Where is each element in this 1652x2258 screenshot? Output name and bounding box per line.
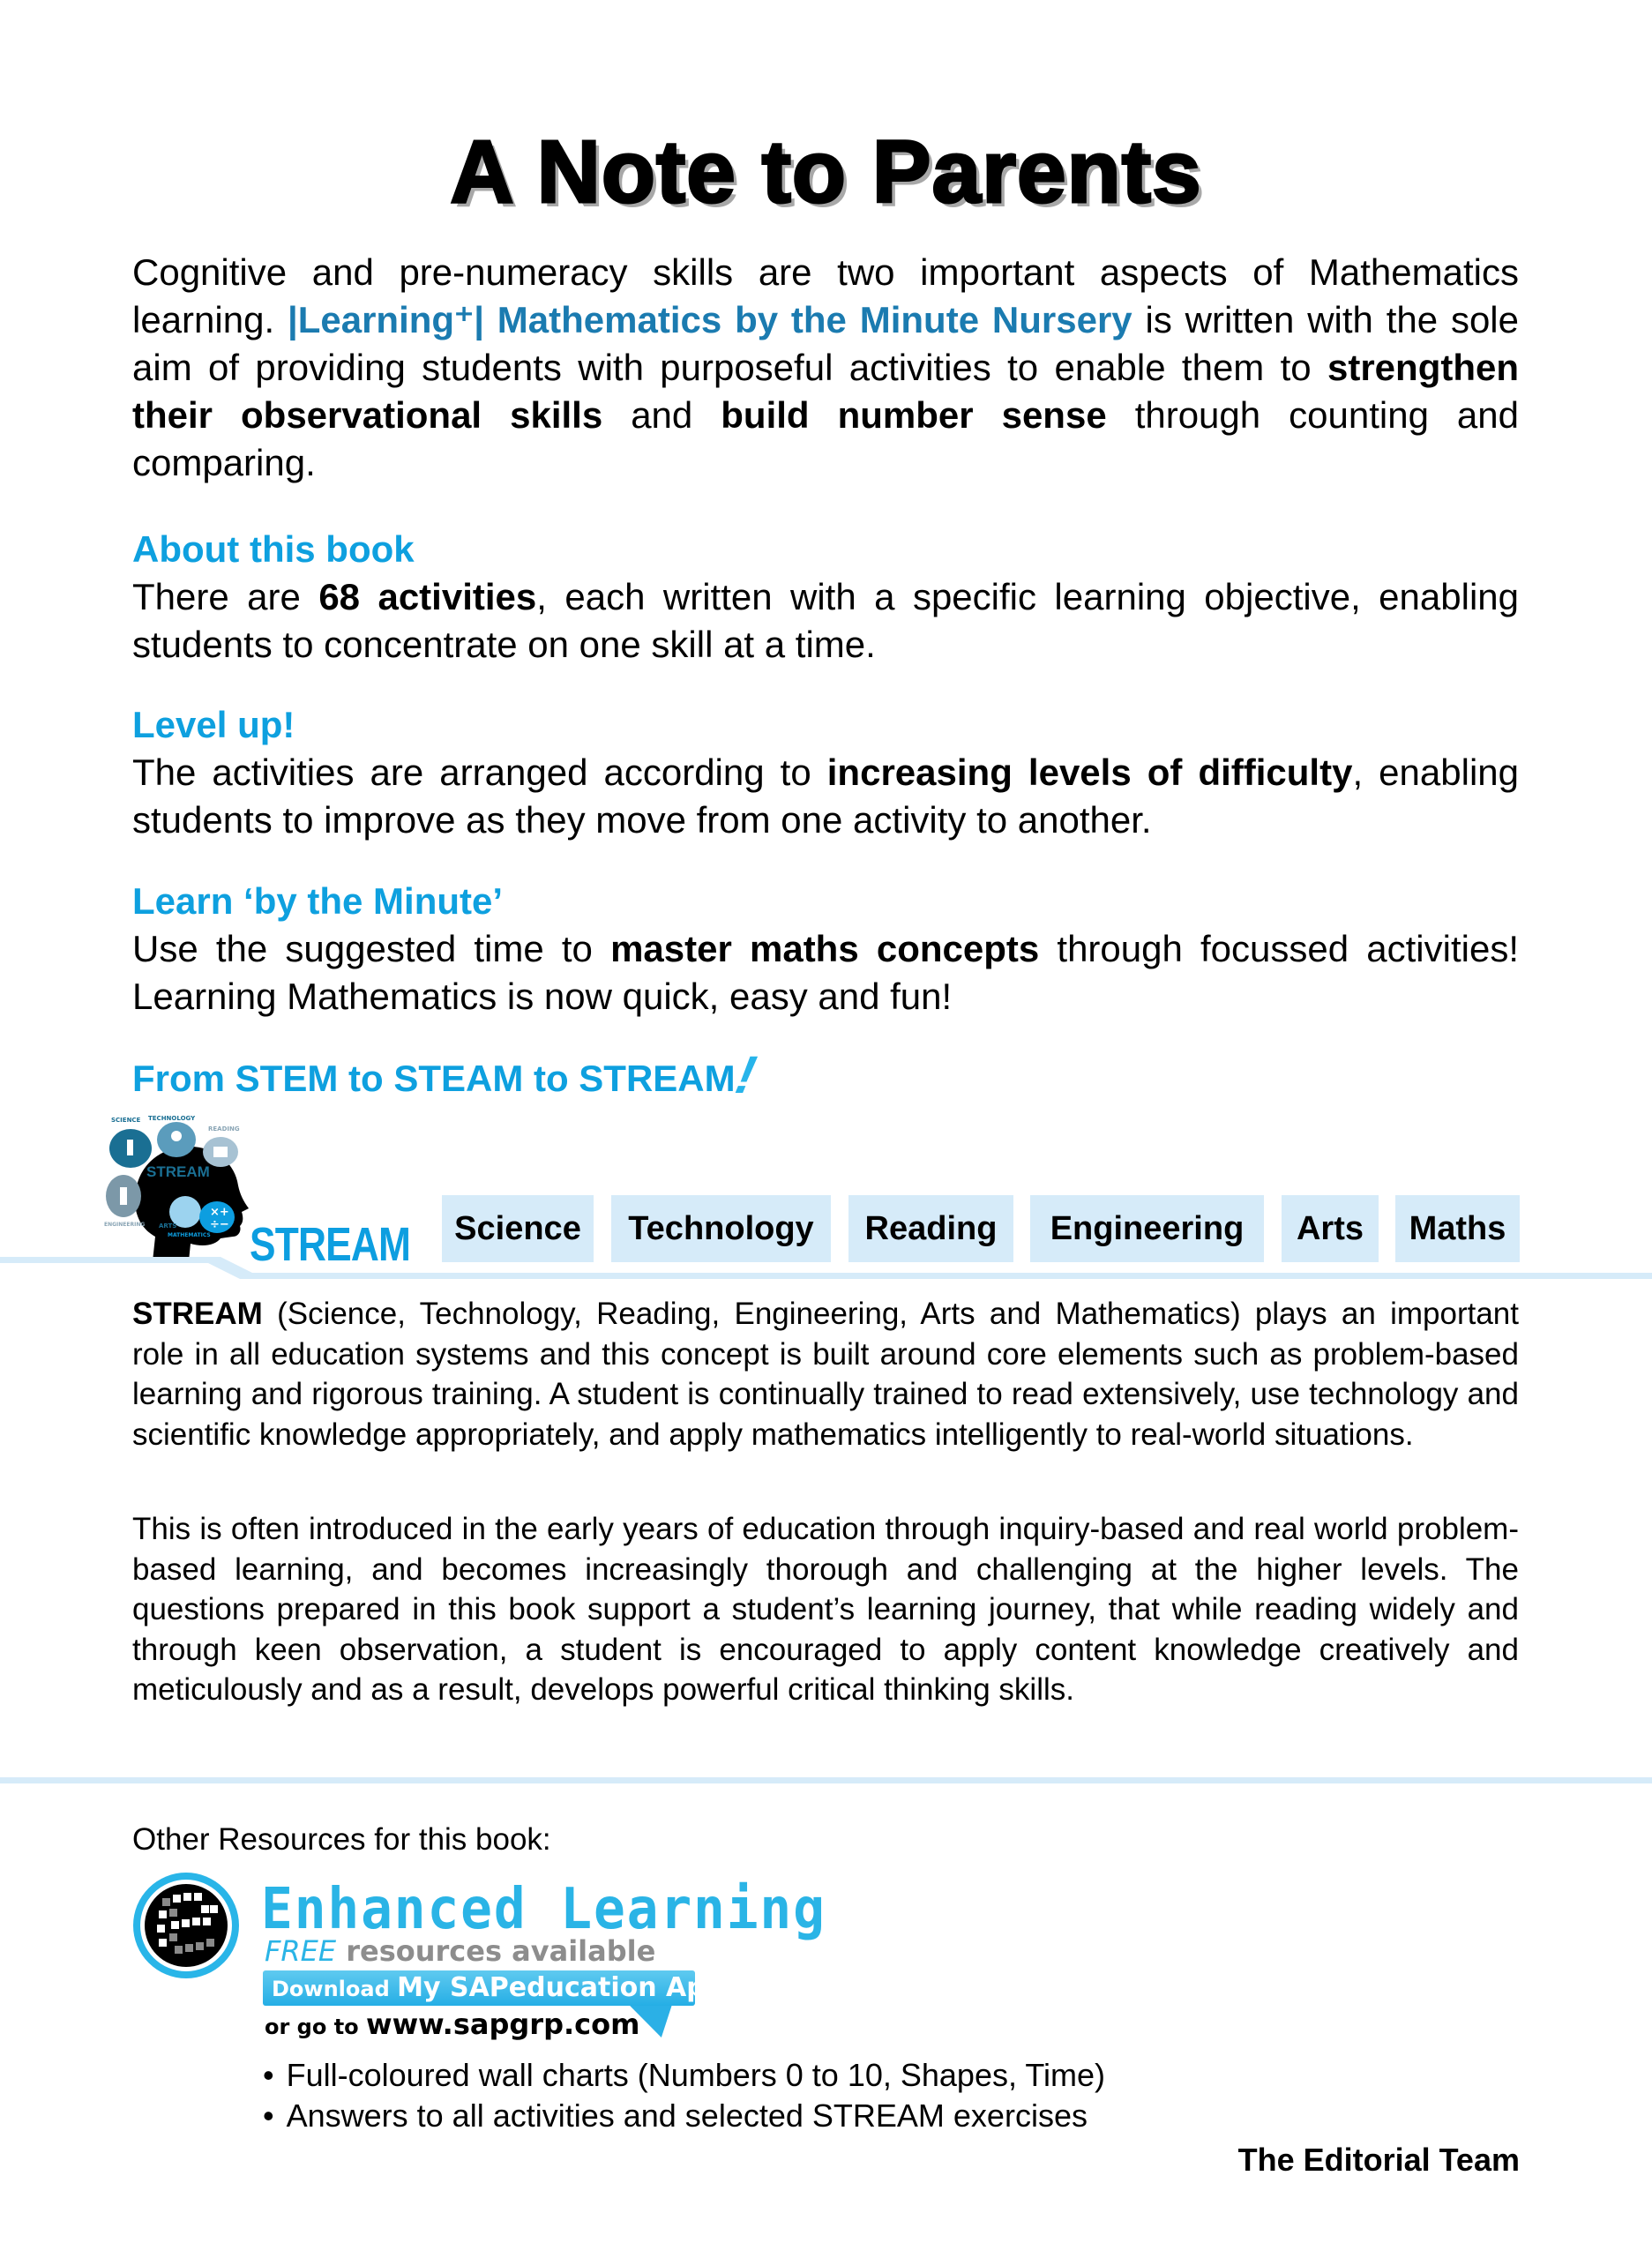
svg-text:READING: READING: [208, 1125, 240, 1133]
section-bold: master maths concepts: [610, 928, 1040, 969]
svg-text:MATHEMATICS: MATHEMATICS: [168, 1232, 211, 1238]
page-title: A Note to Parents: [450, 123, 1202, 221]
book-title: |Learning⁺| Mathematics by the Minute Nursery: [287, 299, 1132, 340]
svg-text:×+: ×+: [210, 1206, 229, 1219]
stream-paragraph-1: [132, 1294, 1519, 1454]
svg-text:ENGINEERING: ENGINEERING: [104, 1222, 146, 1228]
stem-to-stream-heading: [132, 1045, 761, 1104]
section-body-level-up: [132, 749, 1519, 844]
section-text: through focussed activities! Learning Mathematics is now quick, easy and fun!: [132, 928, 1519, 1017]
section-heading-level-up: Level up!: [132, 704, 295, 745]
stream-tab-maths: Maths: [1395, 1195, 1520, 1262]
band-step: [208, 1256, 252, 1281]
website-link[interactable]: www.sapgrp.com: [366, 2008, 640, 2041]
download-app-banner[interactable]: [263, 1970, 794, 2006]
intro-text: Cognitive and pre-numeracy skills are two important aspects of Mathematics learning.: [132, 251, 1519, 340]
stream-text: (Science, Technology, Reading, Engineering, Arts and Mathematics) plays an important role in all education systems and this concept is built around core elements such as problem-based learning and rigorous training. A student is continually trained to read extensively, use technology and scientific knowledge appropriately, and apply mathematics intelligently to real-world situations.: [132, 1297, 1519, 1452]
section-bold: 68 activities: [318, 576, 537, 617]
resources-list: [263, 2055, 1105, 2136]
stream-tab-technology: Technology: [611, 1195, 831, 1262]
svg-text:÷−: ÷−: [210, 1218, 229, 1231]
stream-tab-engineering: Engineering: [1030, 1195, 1264, 1262]
url-pre: or go to: [265, 2015, 367, 2039]
stream-bold: STREAM: [132, 1297, 263, 1331]
intro-text: through counting and comparing.: [132, 394, 1520, 483]
stream-tab-arts: Arts: [1282, 1195, 1379, 1262]
section-body-about: [132, 573, 1519, 669]
section-text: There are: [132, 576, 319, 617]
section-heading-by-the-minute: Learn ‘by the Minute’: [132, 880, 504, 922]
stream-head-logo-icon: [104, 1113, 263, 1263]
exclamation-icon: !: [730, 1045, 761, 1104]
section-body-by-the-minute: [132, 925, 1519, 1021]
svg-text:SCIENCE: SCIENCE: [111, 1117, 141, 1124]
svg-text:ARTS: ARTS: [159, 1222, 177, 1230]
free-label: FREE: [265, 1934, 337, 1968]
band-right: [250, 1273, 1652, 1279]
banner-post: Now!: [724, 1977, 794, 2001]
section-text: The activities are arranged according to: [132, 751, 827, 793]
section-text: , each written with a specific learning objective, enabling students to concentrate on one skill at a time.: [132, 576, 1519, 665]
section-text: Use the suggested time to: [132, 928, 611, 969]
stream-tab-reading: Reading: [848, 1195, 1013, 1262]
enhanced-learning-logo-icon: [131, 1870, 242, 1981]
stem-heading-text: From STEM to STEAM to STREAM: [132, 1058, 736, 1099]
banner-pre: Download: [272, 1977, 398, 2001]
signoff: The Editorial Team: [1237, 2142, 1520, 2178]
intro-bold: build number sense: [721, 394, 1107, 436]
band-left: [0, 1257, 221, 1263]
banner-main: My SAPeducation App: [397, 1972, 725, 2003]
intro-text: and: [602, 394, 721, 436]
section-divider: [0, 1777, 1652, 1783]
resources-label: Other Resources for this book:: [132, 1822, 551, 1857]
svg-text:STREAM: STREAM: [146, 1163, 210, 1180]
intro-bold: strengthen their observational skills: [132, 347, 1519, 436]
enhanced-learning-title: Enhanced Learning: [261, 1877, 826, 1942]
free-resources-text: [265, 1934, 655, 1968]
stream-paragraph-2: This is often introduced in the early years of education through inquiry-based and real world problem-based learning, and becomes increasingly thorough and challenging at the higher levels. The questions prepared in this book support a student’s learning journey, that while reading widely and through keen observation, a student is encouraged to apply content knowledge creatively and meticulously and as a result, develops powerful critical thinking skills.: [132, 1512, 1519, 1707]
free-rest: resources available: [336, 1934, 656, 1968]
stream-tab-science: Science: [442, 1195, 594, 1262]
svg-text:TECHNOLOGY: TECHNOLOGY: [148, 1115, 196, 1122]
stream-wordmark: STREAM: [250, 1218, 411, 1271]
section-text: , enabling students to improve as they move from one activity to another.: [132, 751, 1519, 841]
list-item: • Answers to all activities and selected STREAM exercises: [263, 2096, 1105, 2136]
section-bold: increasing levels of difficulty: [826, 751, 1353, 793]
intro-text: is written with the sole aim of providing students with purposeful activities to enable them to: [132, 299, 1519, 388]
website-line: [265, 2008, 639, 2041]
intro-paragraph: [132, 249, 1519, 487]
section-heading-about: About this book: [132, 528, 415, 570]
list-item: • Full-coloured wall charts (Numbers 0 to 10, Shapes, Time): [263, 2055, 1105, 2096]
